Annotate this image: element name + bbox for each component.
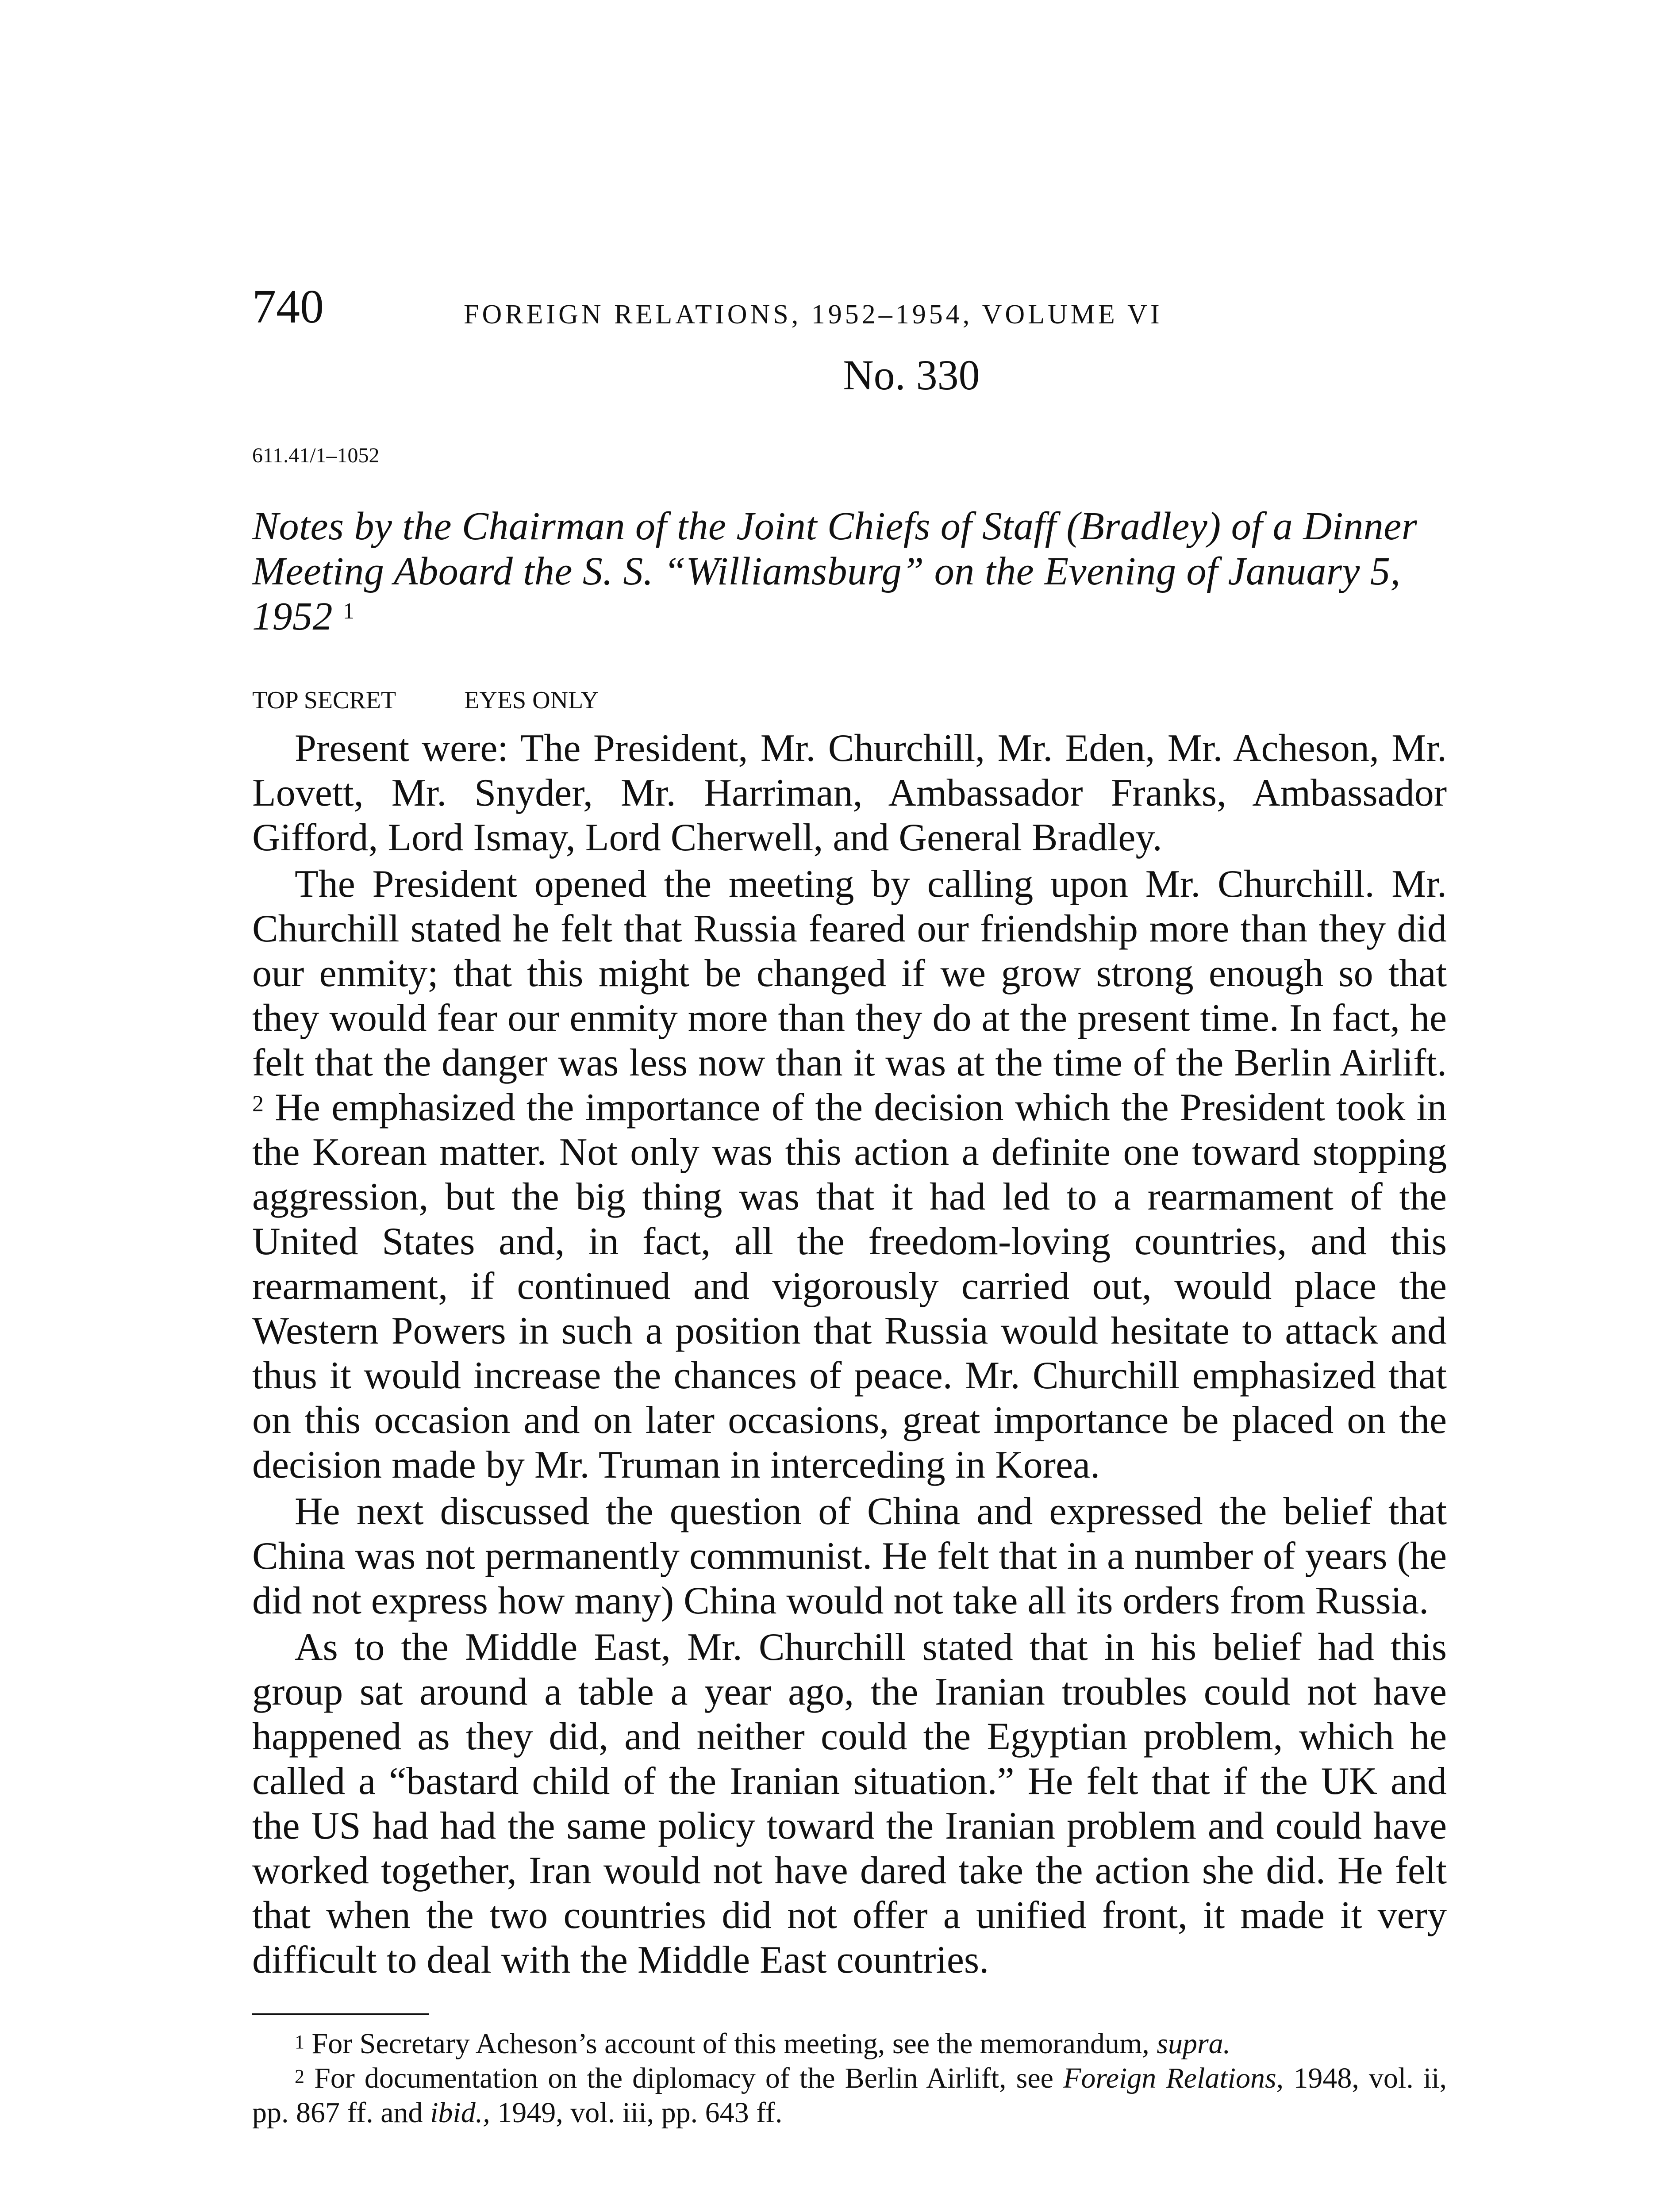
footnote-italic: supra. [1157,2028,1231,2060]
document-page [252,280,1447,2130]
footnote-marker: 2 [295,2066,304,2087]
classification-line [252,688,1447,713]
paragraph-text: The President opened the meeting by calling upon Mr. Churchill. Mr. Churchill stated he felt that Russia feared our friendship more than they did our enmity; that this might be changed if we grow strong enough so that they would fear our enmity more than they do at the present time. In fact, he felt that the danger was less now than it was at the time of the Berlin Airlift. [252,863,1447,1084]
footnote-ref-2[interactable]: 2 [252,1091,264,1117]
running-head: FOREIGN RELATIONS, 1952–1954, VOLUME VI [464,300,1163,330]
document-number: No. 330 [843,351,980,399]
page-number: 740 [252,280,324,333]
classification-level: TOP SECRET [252,687,396,714]
paragraph-text: He emphasized the importance of the decision which the President took in the Korean matter. Not only was this action a definite one toward stopping aggression, but the big thing was that it had led to a rearmament of the United States and, in fact, all the freedom-loving countries, and this rearmament, if continued and vigorously carried out, would place the Western Powers in such a position that Russia would hesitate to attack and thus it would increase the chances of peace. Mr. Churchill emphasized that on this occasion and on later occasions, great importance be placed on the decision made by Mr. Truman in interceding in Korea. [252,1086,1447,1486]
footnote-text: For Secretary Acheson’s account of this meeting, see the memorandum, [311,2028,1149,2060]
footnote-marker: 1 [295,2031,304,2053]
page-header [252,280,1447,341]
paragraph-china: He next discussed the question of China and expressed the belief that China was not permanently communist. He felt that in a number of years (he did not express how many) China would not take all its orders from Russia. [252,1490,1447,1622]
footnote-ref-1[interactable]: 1 [343,599,355,624]
document-title [252,504,1447,639]
paragraph-churchill-russia [252,862,1447,1487]
classification-handling: EYES ONLY [464,687,599,714]
footnote-divider [252,2013,429,2015]
footnote-italic: ibid., [430,2097,490,2129]
document-body [252,726,1447,1982]
footnote-italic: Foreign Relations, [1063,2062,1284,2094]
footnote-text: For documentation on the diplomacy of the Berlin Airlift, see [314,2062,1053,2094]
document-title-text: Notes by the Chairman of the Joint Chiefs of Staff (Bradley) of a Dinner Meeting Aboard the S. S. “Williamsburg” on the Evening of January 5, 1952 [252,504,1418,638]
paragraph-attendees: Present were: The President, Mr. Churchill, Mr. Eden, Mr. Acheson, Mr. Lovett, Mr. Snyder, Mr. Harriman, Ambassador Franks, Ambassador Gifford, Lord Ismay, Lord Cherwell, and General Bradley. [252,727,1447,859]
footnotes [252,2027,1447,2130]
footnote-text: 1948, vol. ii, pp. 867 ff. and [252,2062,1447,2129]
footnote-1 [252,2027,1447,2061]
file-number: 611.41/1–1052 [252,444,380,467]
paragraph-middle-east: As to the Middle East, Mr. Churchill stated that in his belief had this group sat around a table a year ago, the Iranian troubles could not have happened as they did, and neither could the Egyptian problem, which he called a “bastard child of the Iranian situation.” He felt that if the UK and the US had had the same policy toward the Iranian problem and could have worked together, Iran would not have dared take the action she did. He felt that when the two countries did not offer a unified front, it made it very difficult to deal with the Middle East countries. [252,1626,1447,1982]
footnote-text: 1949, vol. iii, pp. 643 ff. [497,2097,783,2129]
footnote-2 [252,2061,1447,2130]
